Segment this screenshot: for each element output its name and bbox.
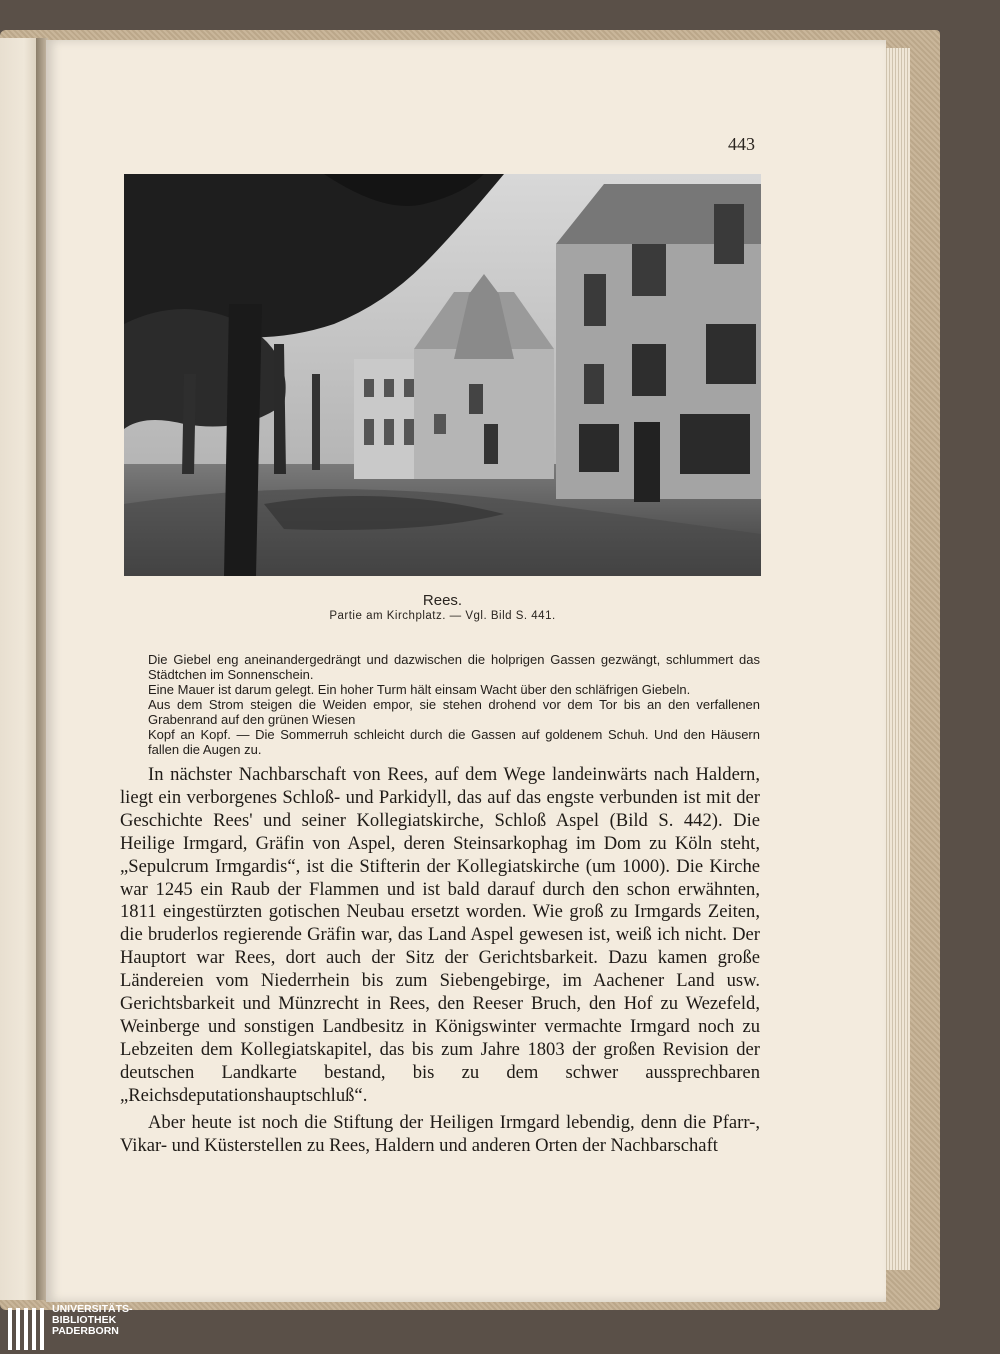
library-name-line: PADERBORN xyxy=(52,1325,119,1337)
body-text xyxy=(120,764,760,1157)
library-name-line: BIBLIOTHEK xyxy=(52,1314,117,1326)
left-page-edge xyxy=(0,38,40,1300)
paragraph: In nächster Nachbarschaft von Rees, auf dem Wege landeinwärts nach Haldern, liegt ein verborgenes Schloß- und Parkidyll, das auf das engste verbunden ist mit der Geschichte Rees' und seiner Kollegiatskirche, Schloß Aspel (Bild S. 442). Die Heilige Irmgard, Gräfin von Aspel, deren Steinsarkophag im Dom zu Köln steht, „Sepulcrum Irmgardis“, ist die Stifterin der Kollegiatskirche (um 1000). Die Kirche war 1245 ein Raub der Flammen und ist bald darauf durch den schon erwähnten, 1811 eingestürzten gotischen Neubau ersetzt worden. Wie groß zu Irmgards Zeiten, die bruderlos regierende Gräfin war, das Land Aspel gewesen ist, weiß ich nicht. Der Hauptort war Rees, dort auch der Sitz der Gerichtsbarkeit. Dazu kamen große Ländereien vom Niederrhein bis zum Siebengebirge, im Aachener Land usw. Gerichtsbarkeit und Münzrecht in Rees, den Reeser Bruch, den Hof zu Wezefeld, Weinberge und sonstigen Landbesitz in Königswinter vermachte Irmgard noch zu Lebzeiten dem Kollegiatskapitel, das bis zum Jahre 1803 der großen Revision der deutschen Landkarte bestand, bis zu dem schwer aussprechbaren „Reichsdeputationshauptschluß“. xyxy=(120,764,760,1106)
library-logo xyxy=(0,1300,200,1354)
photograph-street-scene xyxy=(124,174,761,576)
poem-line: Die Giebel eng aneinandergedrängt und dazwischen die holprigen Gassen gezwängt, schlummert das Städtchen im Sonnenschein. xyxy=(148,652,760,682)
poem-line: Aus dem Strom steigen die Weiden empor, sie stehen drohend vor dem Tor bis an den verfallenen Grabenrand auf den grünen Wiesen xyxy=(148,697,760,727)
figure-title: Rees. xyxy=(422,592,463,609)
library-name xyxy=(52,1304,133,1337)
poem-line: Kopf an Kopf. — Die Sommerruh schleicht durch die Gassen auf goldenem Schuh. Und den Häusern fallen die Augen zu. xyxy=(148,727,760,757)
page-edges xyxy=(884,48,910,1270)
poem-line: Eine Mauer ist darum gelegt. Ein hoher Turm hält einsam Wacht über den schläfrigen Giebeln. xyxy=(148,682,691,697)
figure-subtitle: Partie am Kirchplatz. — Vgl. Bild S. 441. xyxy=(329,610,556,622)
poem-block xyxy=(148,652,760,757)
library-logo-icon xyxy=(8,1304,48,1352)
paragraph: Aber heute ist noch die Stiftung der Heiligen Irmgard lebendig, denn die Pfarr-, Vikar- und Küsterstellen zu Rees, Haldern und anderen Orten der Nachbarschaft xyxy=(120,1111,760,1156)
library-name-line: UNIVERSITÄTS- xyxy=(52,1303,133,1315)
page-number: 443 xyxy=(728,134,755,154)
